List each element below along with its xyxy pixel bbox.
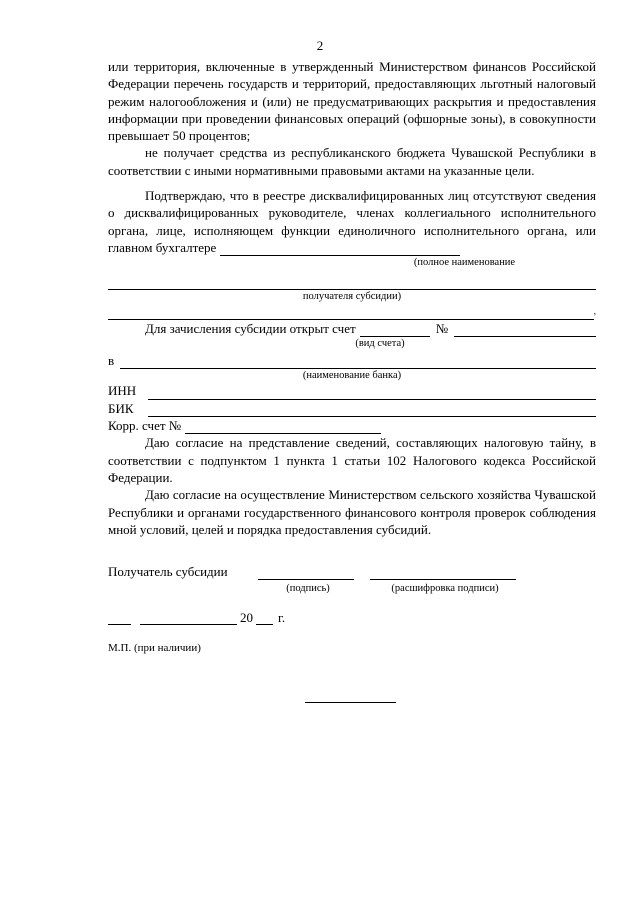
- paragraph-no-funds: не получает средства из республиканского бюджета Чувашской Республики в соответствии с иными нормативными правовыми актами на указанные цели.: [108, 145, 596, 178]
- number-sign: №: [435, 320, 449, 336]
- inn-label: ИНН: [108, 383, 137, 399]
- trailing-comma: ,: [593, 305, 596, 316]
- paragraph-consent-tax: Даю согласие на представление сведений, составляющих налоговую тайну, в соответствии с подпунктом 1 пункта 1 статьи 102 Налогового кодекса Российской Федерации.: [108, 435, 596, 485]
- recipient-name-line[interactable]: [108, 276, 596, 290]
- recipient-label: Получатель субсидии: [108, 564, 228, 579]
- bank-name-line[interactable]: [120, 355, 596, 369]
- paragraph-disqualified-text: Подтверждаю, что в реестре дисквалифицированных лиц отсутствуют сведения о дисквалифицированных руководителе, членах коллегиального исполнительного органа, лице, исполняющем функции единоличного исполнительного органа, или главном бухгалтере: [108, 188, 596, 255]
- year-line[interactable]: [256, 611, 273, 625]
- year-suffix: г.: [278, 610, 286, 625]
- caption-full-name: (полное наименование: [413, 257, 516, 269]
- caption-recipient: получателя субсидии): [302, 290, 402, 302]
- signature-line[interactable]: [258, 566, 354, 580]
- bik-line[interactable]: [148, 403, 596, 417]
- paragraph-disqualified: [108, 187, 596, 256]
- caption-bank-name: (наименование банка): [302, 370, 402, 382]
- month-line[interactable]: [140, 611, 237, 625]
- corr-account-line[interactable]: [185, 420, 381, 434]
- end-divider: [305, 702, 396, 703]
- caption-signature: (подпись): [286, 583, 330, 594]
- year-prefix: 20: [240, 610, 253, 625]
- caption-account-type: (вид счета): [355, 338, 405, 350]
- account-label: Для зачисления субсидии открыт счет: [145, 320, 356, 336]
- bank-prefix: в: [108, 353, 115, 369]
- page-number: 2: [316, 38, 324, 53]
- recipient-name-line-2[interactable]: [108, 306, 594, 320]
- account-type-line[interactable]: [360, 323, 430, 337]
- paragraph-offshore: или территория, включенные в утвержденный Министерством финансов Российской Федерации перечень государств и территорий, предоставляющих льготный налоговый режим налогообложения и (или) не предусматривающих раскрытия и предоставления информации при проведении финансовых операций (офшорные зоны), в совокупности превышает 50 процентов;: [108, 59, 596, 144]
- bik-label: БИК: [108, 400, 134, 416]
- corr-account-label: Корр. счет №: [108, 418, 182, 434]
- account-number-line[interactable]: [454, 323, 596, 337]
- decoding-line[interactable]: [370, 566, 516, 580]
- stamp-label: М.П. (при наличии): [108, 642, 201, 654]
- paragraph-consent-check: Даю согласие на осуществление Министерством сельского хозяйства Чувашской Республики и органами государственного финансового контроля проверок соблюдения мной условий, целей и порядка предоставления субсидий.: [108, 487, 596, 537]
- day-line[interactable]: [108, 611, 131, 625]
- full-name-line[interactable]: [220, 242, 460, 256]
- document-body: [108, 58, 596, 538]
- inn-line[interactable]: [148, 386, 596, 400]
- caption-decoding: (расшифровка подписи): [391, 583, 499, 594]
